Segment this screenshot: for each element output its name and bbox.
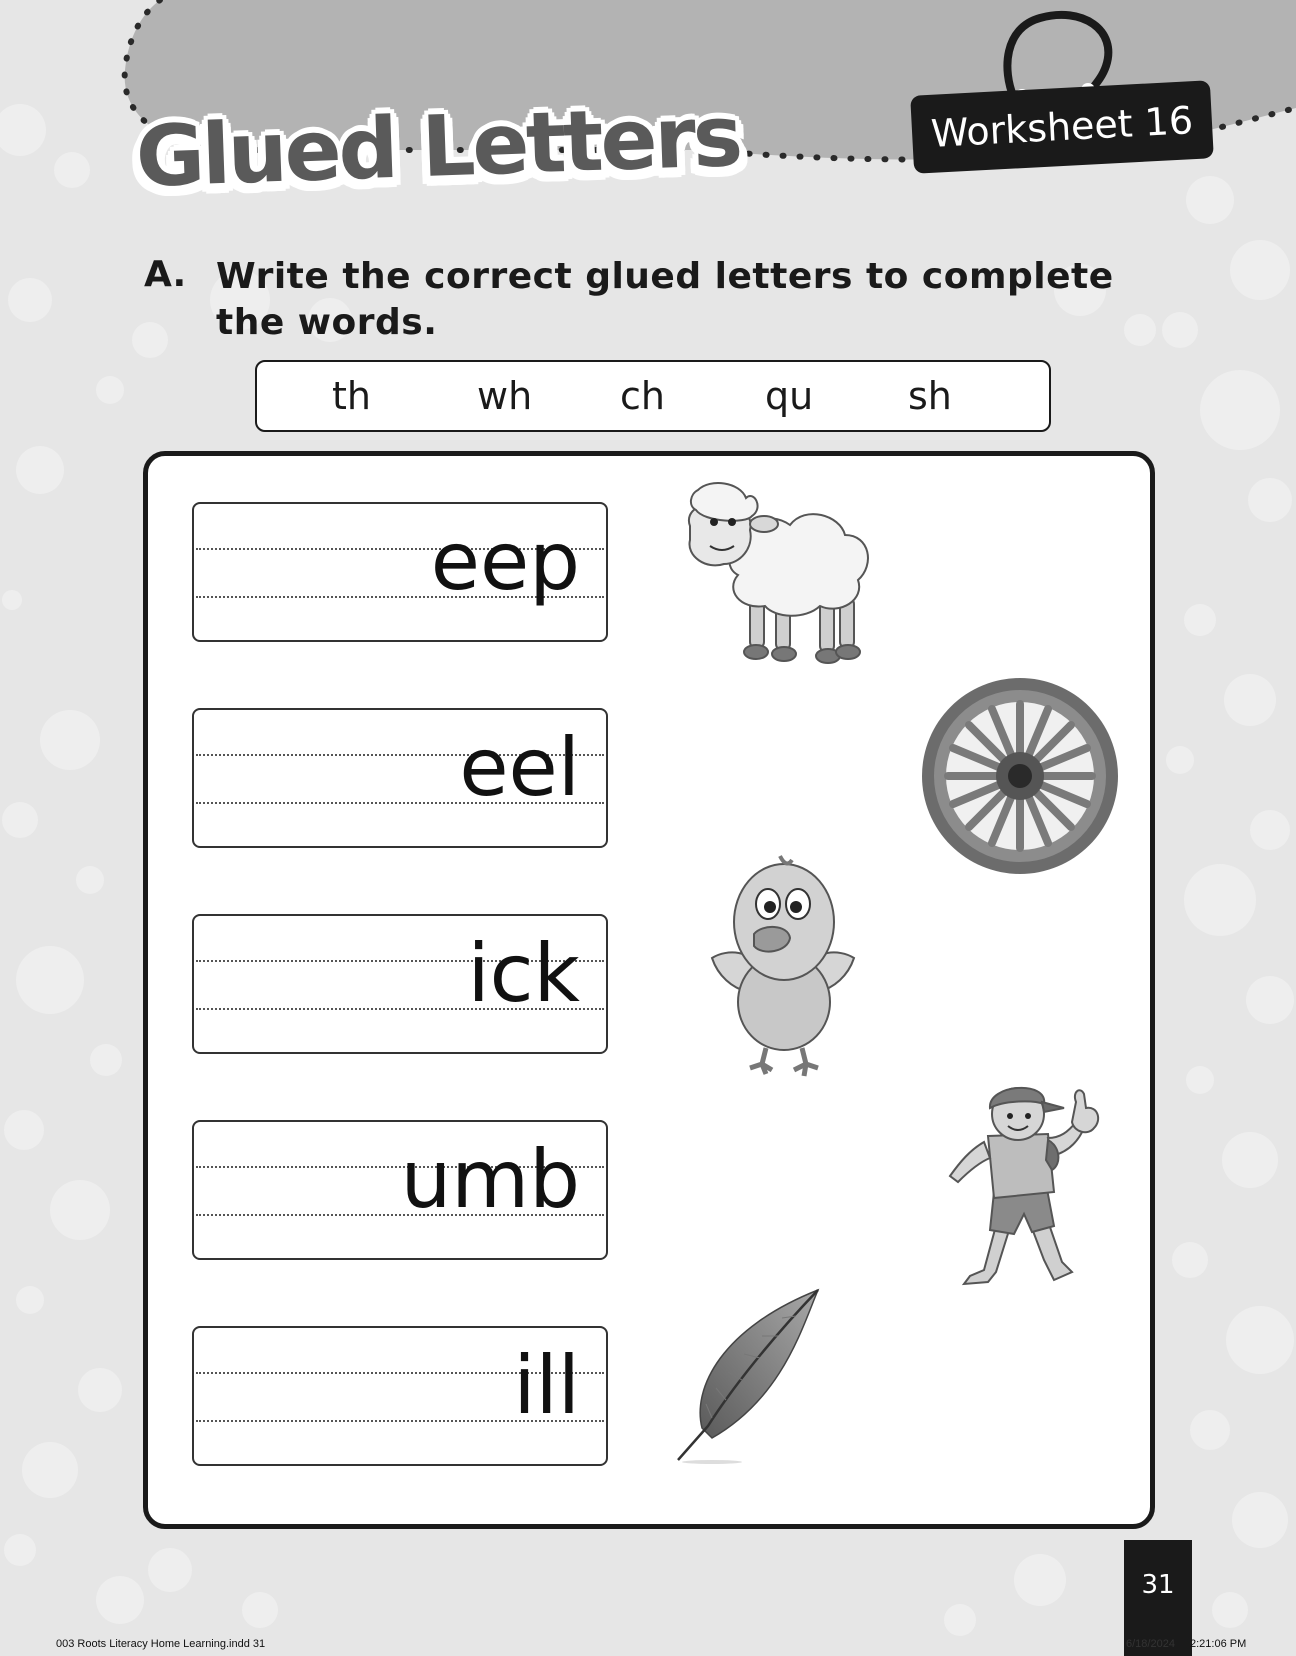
- word-bank-item: th: [332, 374, 371, 418]
- word-ending: eel: [459, 721, 580, 814]
- word-ending: ill: [513, 1339, 580, 1432]
- quill-icon: [672, 1288, 822, 1464]
- word-ending: eep: [430, 515, 580, 608]
- page-number: 31: [1124, 1540, 1192, 1656]
- answer-box-3[interactable]: [192, 914, 608, 1054]
- worksheet-label: Worksheet 16: [929, 98, 1195, 156]
- print-footer-file: 003 Roots Literacy Home Learning.indd 31: [56, 1638, 266, 1650]
- page-title: Glued Letters: [134, 86, 742, 206]
- answer-box-5[interactable]: [192, 1326, 608, 1466]
- thumbs-up-boy-icon: [944, 1080, 1104, 1288]
- question-letter: A.: [144, 254, 187, 295]
- word-bank-item: qu: [765, 374, 814, 418]
- answer-box-2[interactable]: [192, 708, 608, 848]
- word-bank-item: wh: [477, 374, 533, 418]
- worksheet-badge: [910, 80, 1214, 174]
- answer-box-1[interactable]: [192, 502, 608, 642]
- print-footer-date: 6/18/2024: [1126, 1638, 1175, 1650]
- word-ending: ick: [467, 927, 580, 1020]
- print-footer-time: 2:21:06 PM: [1190, 1638, 1247, 1650]
- word-ending: umb: [400, 1133, 580, 1226]
- sheep-icon: [680, 480, 880, 666]
- word-bank-item: ch: [620, 374, 665, 418]
- word-bank-item: sh: [908, 374, 952, 418]
- answer-box-4[interactable]: [192, 1120, 608, 1260]
- wheel-icon: [920, 676, 1120, 876]
- question-text: Write the correct glued letters to complete the words.: [216, 256, 1114, 343]
- word-bank: [255, 360, 1051, 432]
- chick-icon: [708, 852, 858, 1078]
